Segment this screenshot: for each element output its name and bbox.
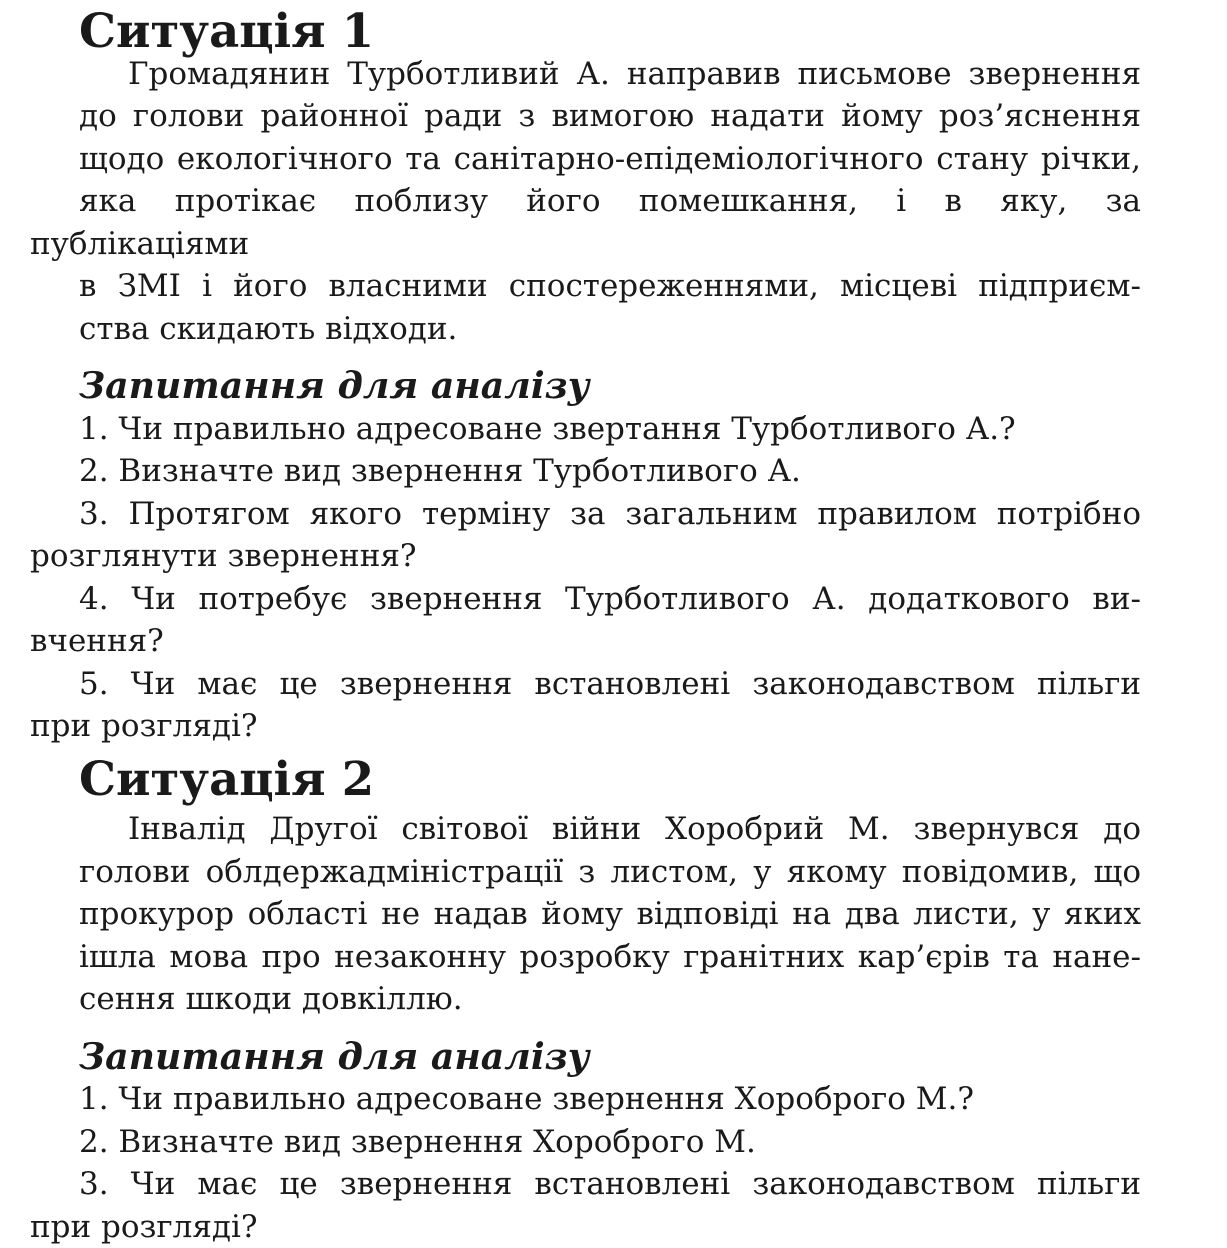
text-line: ішла мова про незаконну розробку гранітних кар’єрів та нане- [30,936,1141,979]
text-line: яка протікає поблизу його помешкання, і в яку, за публікаціями [30,180,1141,265]
questions-title: Запитання для аналізу [30,1021,1141,1079]
situation-1 [30,10,1141,748]
question-line: 3. Протягом якого терміну за загальним правилом потрібно [30,493,1141,536]
question-item [30,493,1141,578]
question-line: 4. Чи потребує звернення Турботливого А. додаткового ви- [30,578,1141,621]
situation-title: Ситуація 2 [30,758,1141,801]
text-line: сення шкоди довкіллю. [30,978,1141,1021]
text-line: Інвалід Другої світової війни Хоробрий М. звернувся до [30,808,1141,851]
question-line: 1. Чи правильно адресоване звернення Хороброго М.? [30,1078,1141,1121]
question-item [30,408,1141,451]
text-line: голови облдержадміністрації з листом, у якому повідомив, що [30,851,1141,894]
questions-list [30,1078,1141,1248]
situation-title: Ситуація 1 [30,10,1141,53]
question-item [30,1078,1141,1121]
document-page [30,10,1141,1248]
question-item [30,1121,1141,1164]
question-line: 1. Чи правильно адресоване звертання Турботливого А.? [30,408,1141,451]
question-line: при розгляді? [30,705,1141,748]
question-line: при розгляді? [30,1206,1141,1248]
text-line: в ЗМІ і його власними спостереженнями, місцеві підприєм- [30,265,1141,308]
question-item [30,1163,1141,1248]
question-item [30,663,1141,748]
situation-text [30,800,1141,1021]
text-line: прокурор області не надав йому відповіді на два листи, у яких [30,893,1141,936]
question-line: 2. Визначте вид звернення Турботливого А. [30,450,1141,493]
text-line: до голови районної ради з вимогою надати йому роз’яснення [30,95,1141,138]
question-line: 2. Визначте вид звернення Хороброго М. [30,1121,1141,1164]
text-line: щодо екологічного та санітарно-епідеміологічного стану річки, [30,138,1141,181]
situation-text [30,53,1141,351]
text-line: ства скидають відходи. [30,308,1141,351]
question-item [30,450,1141,493]
question-line: розглянути звернення? [30,535,1141,578]
questions-list [30,408,1141,748]
questions-title: Запитання для аналізу [30,350,1141,408]
question-line: 3. Чи має це звернення встановлені законодавством пільги [30,1163,1141,1206]
question-item [30,578,1141,663]
text-line: Громадянин Турботливий А. направив письмове звернення [30,53,1141,96]
situation-2 [30,758,1141,1248]
question-line: 5. Чи має це звернення встановлені законодавством пільги [30,663,1141,706]
question-line: вчення? [30,620,1141,663]
